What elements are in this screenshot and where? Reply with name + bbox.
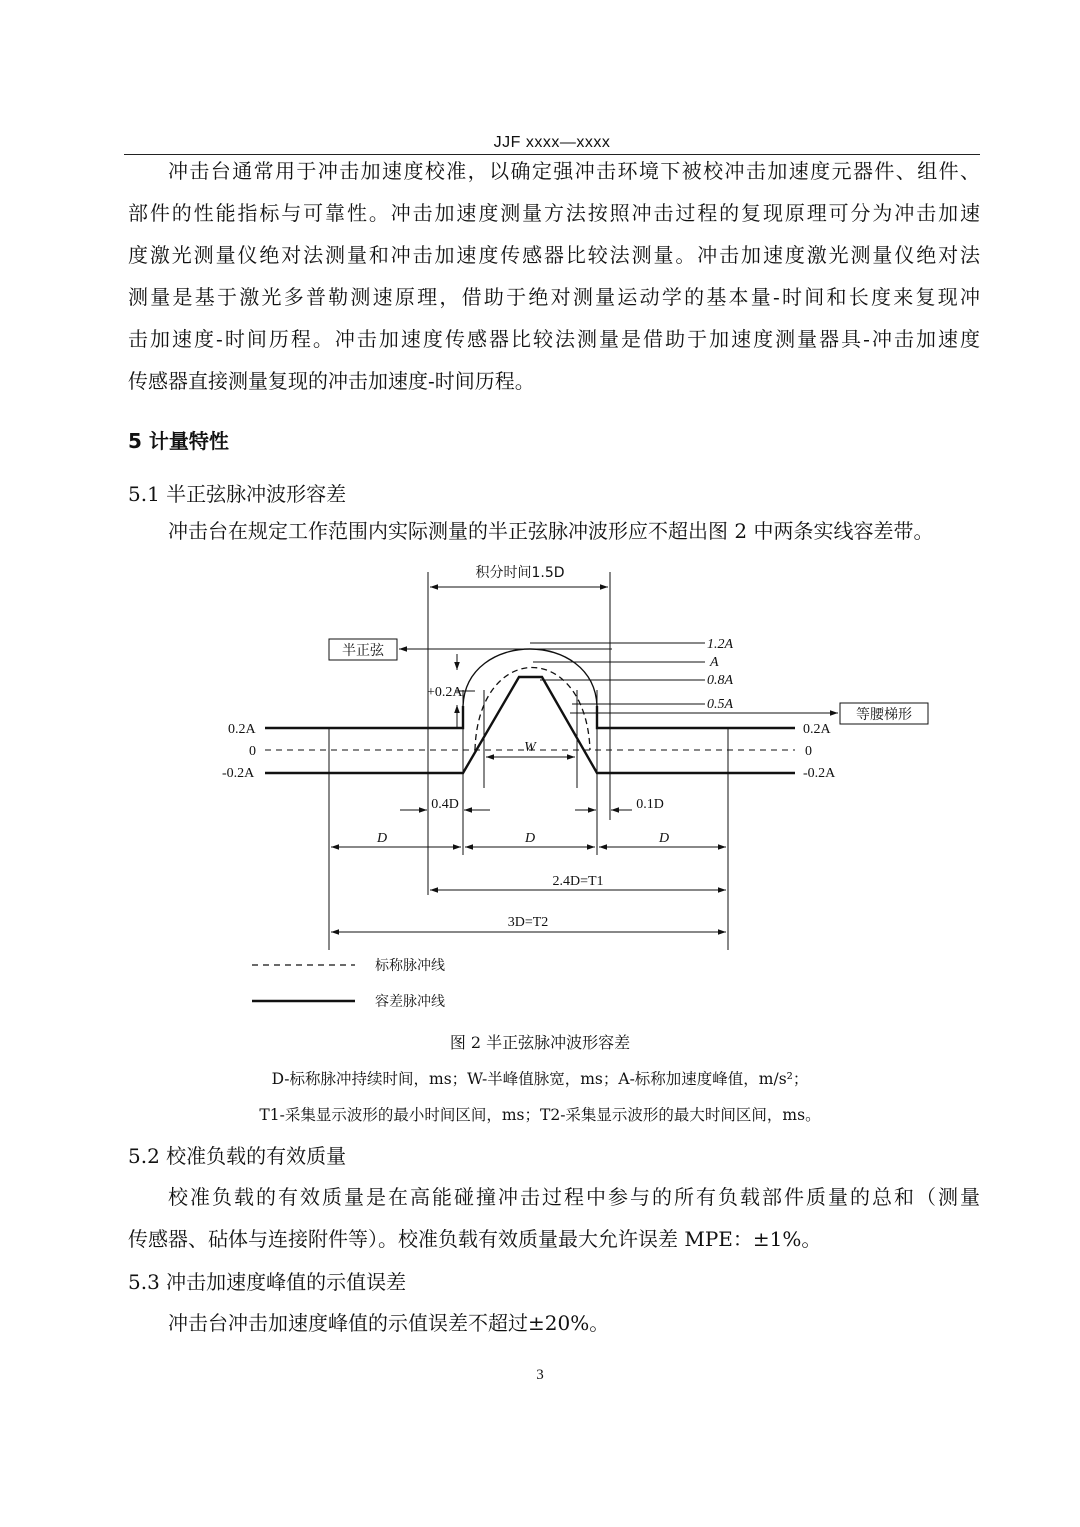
- label-0-5A: 0.5A: [707, 697, 734, 712]
- intro-line-3: 度激光测量仪绝对法测量和冲击加速度传感器比较法测量。冲击加速度激光测量仪绝对法: [128, 243, 980, 267]
- section-5-1-heading: 5.1 半正弦脉冲波形容差: [128, 482, 347, 506]
- label-0-8A: 0.8A: [707, 673, 734, 688]
- label-0-4D: 0.4D: [431, 797, 459, 812]
- intro-line-1: 冲击台通常用于冲击加速度校准，以确定强冲击环境下被校冲击加速度元器件、组件、: [168, 159, 980, 183]
- left-0-label: 0: [249, 744, 256, 759]
- half-sine-label: 半正弦: [342, 643, 384, 659]
- intro-line-4: 测量是基于激光多普勒测速原理，借助于绝对测量运动学的基本量-时间和长度来复现冲: [128, 285, 980, 309]
- label-1-2A: 1.2A: [707, 637, 734, 652]
- page-number: 3: [536, 1367, 544, 1383]
- label-0-1D: 0.1D: [636, 797, 664, 812]
- integral-time-label: 积分时间1.5D: [475, 565, 565, 581]
- D-label-right: D: [658, 831, 670, 846]
- intro-line-5: 击加速度-时间历程。冲击加速度传感器比较法测量是借助于加速度测量器具-冲击加速度: [128, 327, 980, 351]
- legend-nominal-label: 标称脉冲线: [375, 958, 445, 974]
- section-5-3-text: 冲击台冲击加速度峰值的示值误差不超过±20%。: [168, 1311, 610, 1335]
- left-minus-0-2A-label: -0.2A: [222, 766, 255, 781]
- document-code-header: JJF xxxx—xxxx: [493, 134, 611, 151]
- figure-note-2: T1-采集显示波形的最小时间区间，ms；T2-采集显示波形的最大时间区间，ms。: [259, 1106, 821, 1124]
- trapezoid-label: 等腰梯形: [856, 707, 912, 723]
- D-label-left: D: [376, 831, 388, 846]
- intro-line-6: 传感器直接测量复现的冲击加速度-时间历程。: [128, 369, 535, 393]
- section-5-2-heading: 5.2 校准负载的有效质量: [128, 1144, 347, 1168]
- right-minus-0-2A-label: -0.2A: [803, 766, 836, 781]
- legend-tolerance-label: 容差脉冲线: [375, 994, 445, 1010]
- right-0-2A-label: 0.2A: [803, 722, 831, 737]
- label-A: A: [710, 655, 719, 670]
- right-0-label: 0: [805, 744, 812, 759]
- section-5-heading: 5 计量特性: [128, 429, 229, 453]
- D-label-middle: D: [524, 831, 536, 846]
- T2-label: 3D=T2: [507, 915, 549, 930]
- intro-line-2: 部件的性能指标与可靠性。冲击加速度测量方法按照冲击过程的复现原理可分为冲击加速: [128, 201, 980, 225]
- T1-label: 2.4D=T1: [552, 874, 604, 889]
- label-plus-0-2A: +0.2A: [427, 685, 463, 700]
- section-5-1-text: 冲击台在规定工作范围内实际测量的半正弦脉冲波形应不超出图 2 中两条实线容差带。: [168, 519, 934, 543]
- figure-caption: 图 2 半正弦脉冲波形容差: [449, 1033, 631, 1052]
- section-5-3-heading: 5.3 冲击加速度峰值的示值误差: [128, 1270, 407, 1294]
- section-5-2-line-2: 传感器、砧体与连接附件等）。校准负载有效质量最大允许误差 MPE：±1%。: [128, 1227, 822, 1251]
- figure-note-1: D-标称脉冲持续时间，ms；W-半峰值脉宽，ms；A-标称加速度峰值，m/s²；: [271, 1070, 809, 1088]
- section-5-2-line-1: 校准负载的有效质量是在高能碰撞冲击过程中参与的所有负载部件质量的总和（测量: [168, 1185, 980, 1209]
- half-sine-tolerance-diagram: [0, 560, 1080, 1020]
- left-0-2A-label: 0.2A: [228, 722, 256, 737]
- W-label: W: [524, 740, 536, 755]
